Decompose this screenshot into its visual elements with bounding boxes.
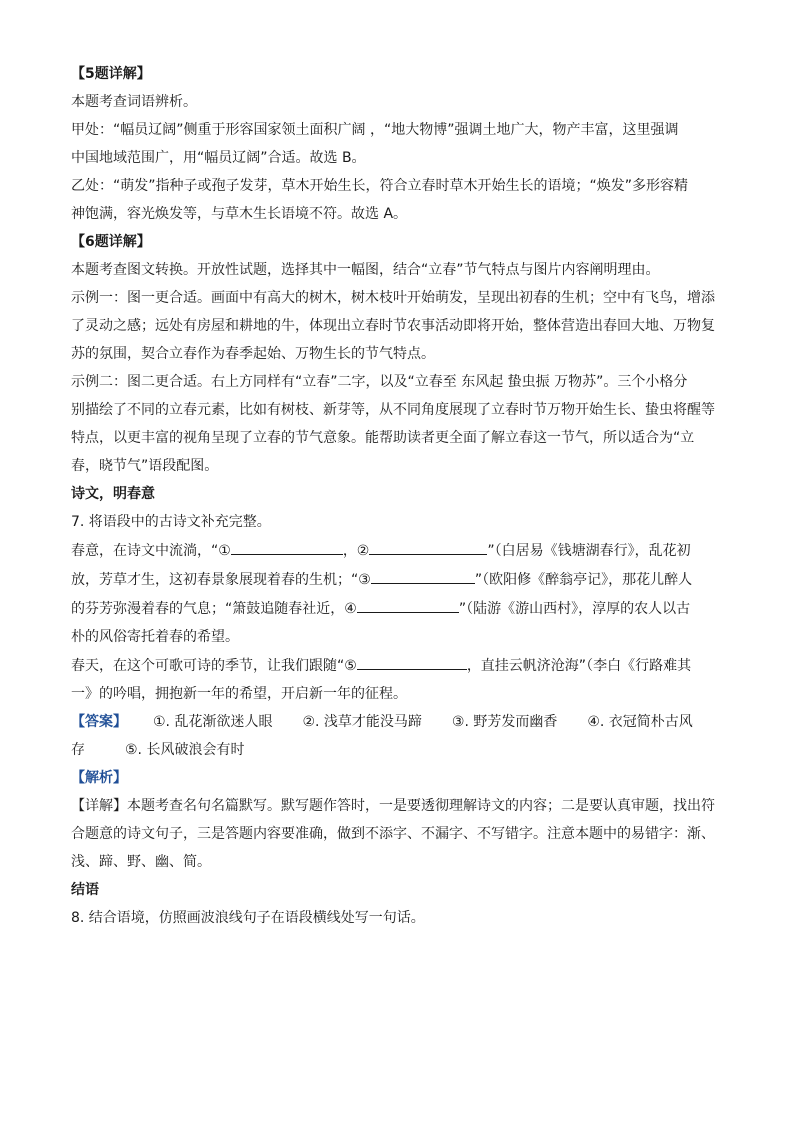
q7-paragraph-line: 朴的风俗寄托着春的希望。 xyxy=(71,629,239,645)
answer-item: ②. 浅草才能没马蹄 xyxy=(302,714,422,730)
q7-paragraph-line xyxy=(71,653,723,678)
q7-text: 春天，在这个可歌可诗的季节，让我们跟随“⑤ xyxy=(71,658,357,674)
q7-text: ”（陆游《游山西村》，淳厚的农人以古 xyxy=(458,601,691,617)
q7-paragraph-line xyxy=(71,596,723,621)
answer-item: ①. 乱花渐欲迷人眼 xyxy=(153,714,273,730)
q5-detail-line: 中国地域范围广，用“幅员辽阔”合适。故选 B。 xyxy=(71,150,366,166)
q7-text: ，② xyxy=(342,543,370,559)
answer-item-wrap: 存 xyxy=(71,742,85,758)
q5-detail-header: 【5题详解】 xyxy=(71,66,151,82)
q7-paragraph-line xyxy=(71,538,723,563)
q6-detail-header: 【6题详解】 xyxy=(71,234,151,250)
fill-blank-5[interactable] xyxy=(357,653,467,670)
q7-detail-line: 合题意的诗文句子，三是答题内容要准确，做到不添字、不漏字、不写错字。注意本题中的易错字：渐、 xyxy=(71,826,715,842)
fill-blank-3[interactable] xyxy=(371,567,475,584)
q8-stem: 8. 结合语境，仿照画波浪线句子在语段横线处写一句话。 xyxy=(71,910,425,926)
section-title-poem: 诗文，明春意 xyxy=(71,486,155,502)
q5-detail-line: 甲处：“幅员辽阔”侧重于形容国家领土面积广阔 ，“地大物博”强调土地广大，物产丰富，这里强调 xyxy=(71,122,679,138)
q7-detail-line: 浅、蹄、野、幽、简。 xyxy=(71,854,211,870)
q7-paragraph-line: 一》的吟唱，拥抱新一年的希望，开启新一年的征程。 xyxy=(71,686,407,702)
q6-detail-line: 苏的氛围，契合立春作为春季起始、万物生长的节气特点。 xyxy=(71,346,435,362)
answer-item: ④. 衣冠简朴古风 xyxy=(587,714,693,730)
q7-text: 的芬芳弥漫着春的气息；“箫鼓追随春社近，④ xyxy=(71,601,357,617)
fill-blank-1[interactable] xyxy=(231,538,343,555)
q7-answer-line xyxy=(71,710,723,734)
analysis-label: 【解析】 xyxy=(71,770,127,786)
q7-text: 放，芳草才生，这初春景象展现着春的生机；“③ xyxy=(71,572,371,588)
q7-detail-line: 【详解】本题考查名句名篇默写。默写题作答时，一是要透彻理解诗文的内容；二是要认真审题，找出符 xyxy=(71,798,715,814)
q6-detail-line: 本题考查图文转换。开放性试题，选择其中一幅图，结合“立春”节气特点与图片内容阐明理由。 xyxy=(71,262,660,278)
q7-text: 春意，在诗文中流淌，“① xyxy=(71,543,231,559)
q7-text: ”（白居易《钱塘湖春行》，乱花初 xyxy=(487,543,691,559)
q7-paragraph-line xyxy=(71,567,723,592)
q5-detail-line: 神饱满，容光焕发等，与草木生长语境不符。故选 A。 xyxy=(71,206,408,222)
q6-detail-line: 特点，以更丰富的视角呈现了立春的节气意象。能帮助读者更全面了解立春这一节气，所以适合为“立 xyxy=(71,430,695,446)
document-page xyxy=(71,62,723,930)
q6-detail-line: 示例二：图二更合适。右上方同样有“立春”二字，以及“立春至 东风起 蛰虫振 万物苏”。三个小格分 xyxy=(71,374,688,390)
q5-detail-line: 乙处：“萌发”指种子或孢子发芽，草木开始生长，符合立春时草木开始生长的语境；“焕发”多形容精 xyxy=(71,178,689,194)
q7-text: ，直挂云帆济沧海”（李白《行路难其 xyxy=(466,658,692,674)
q5-detail-line: 本题考查词语辨析。 xyxy=(71,94,197,110)
q6-detail-line: 示例一：图一更合适。画面中有高大的树木，树木枝叶开始萌发，呈现出初春的生机；空中有飞鸟，增添 xyxy=(71,290,715,306)
q7-text: ”（欧阳修《醉翁亭记》，那花儿醉人 xyxy=(474,572,693,588)
section-title-ending: 结语 xyxy=(71,882,99,898)
q7-stem: 7. 将语段中的古诗文补充完整。 xyxy=(71,514,271,530)
answer-label: 【答案】 xyxy=(71,714,127,730)
answer-item: ③. 野芳发而幽香 xyxy=(451,714,558,730)
answer-item: ⑤. 长风破浪会有时 xyxy=(125,742,245,758)
q6-detail-line: 春，晓节气”语段配图。 xyxy=(71,458,219,474)
q6-detail-line: 别描绘了不同的立春元素，比如有树枝、新芽等，从不同角度展现了立春时节万物开始生长、蛰虫将醒等 xyxy=(71,402,715,418)
fill-blank-4[interactable] xyxy=(357,596,459,613)
q7-answer-line xyxy=(71,738,723,762)
fill-blank-2[interactable] xyxy=(369,538,487,555)
q6-detail-line: 了灵动之感；远处有房屋和耕地的牛，体现出立春时节农事活动即将开始，整体营造出春回大地、万物复 xyxy=(71,318,715,334)
